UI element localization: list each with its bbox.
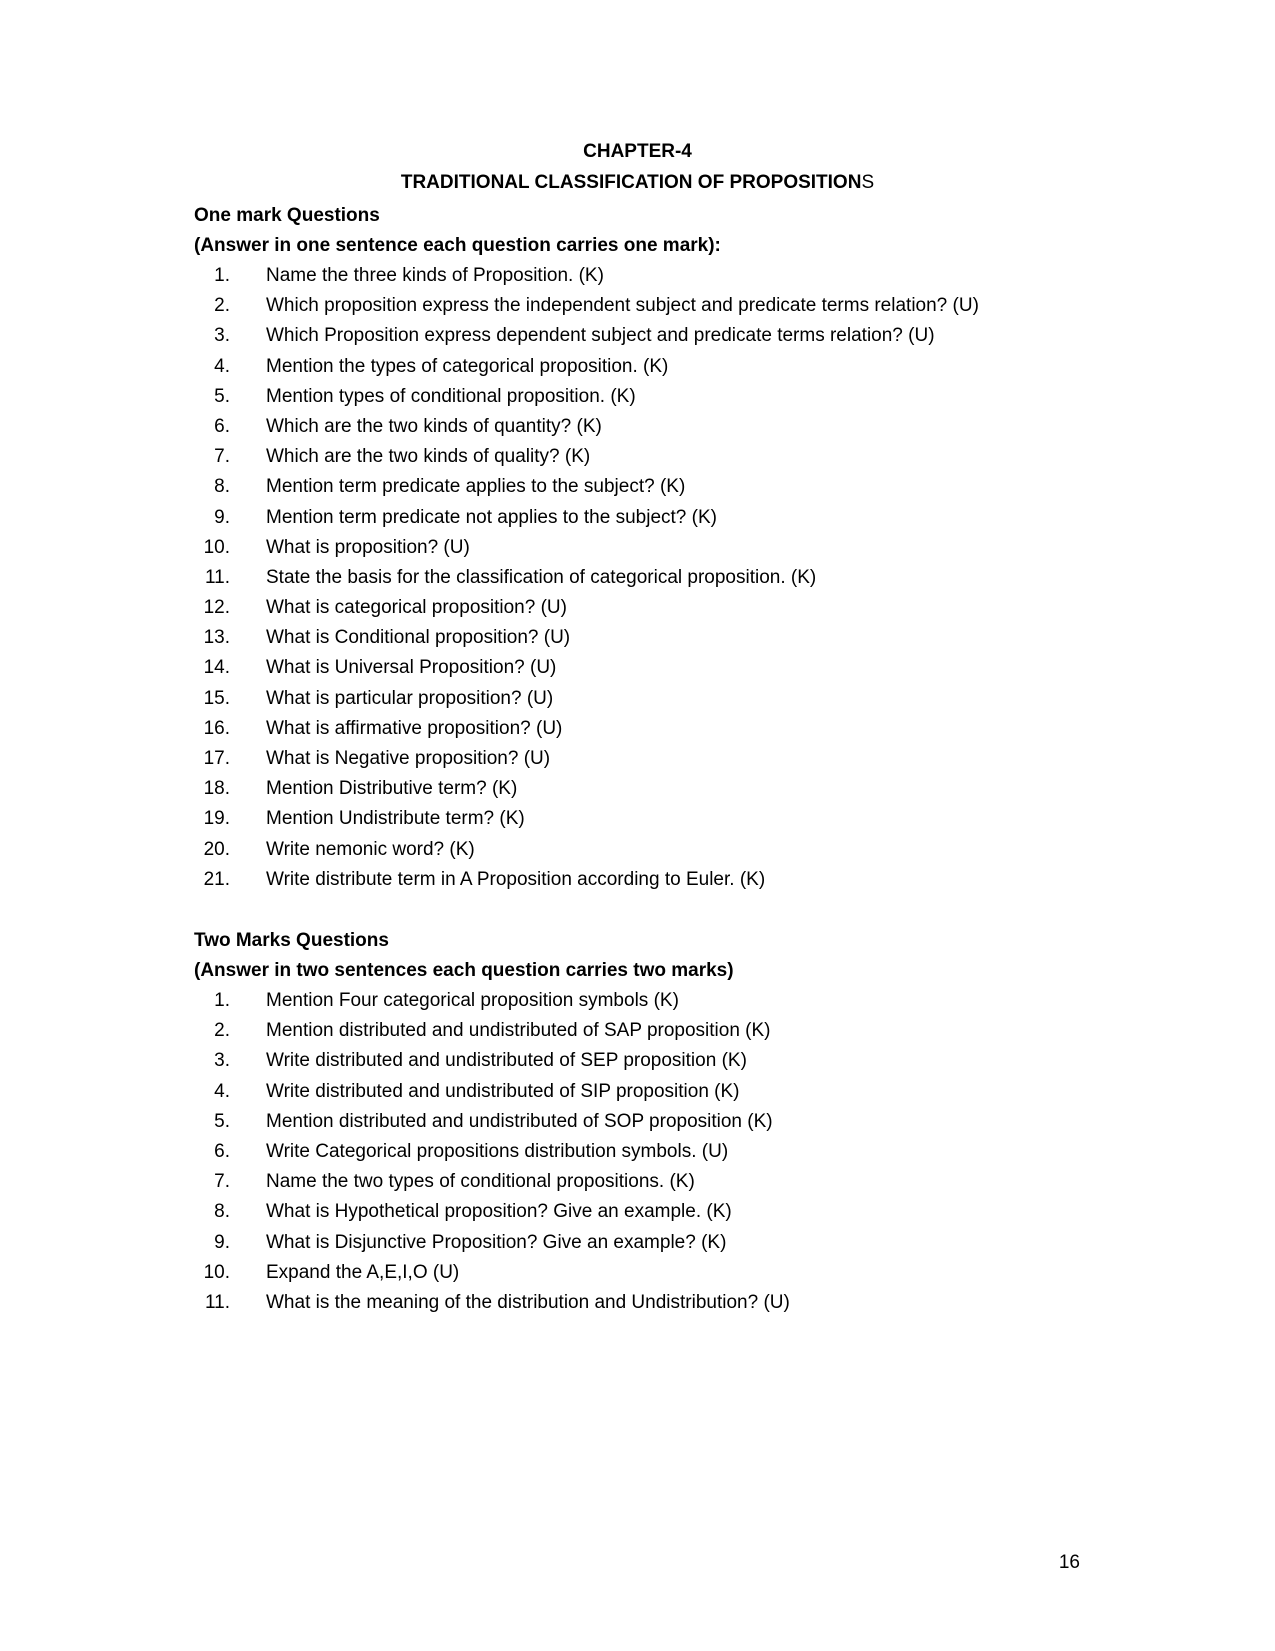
question-text: What is Negative proposition? (U) <box>266 748 551 769</box>
question-number: 3. <box>214 325 230 347</box>
question-item <box>194 623 1094 653</box>
question-number: 2. <box>214 1020 230 1042</box>
question-number: 16. <box>203 717 230 739</box>
question-text: What is Disjunctive Proposition? Give an example? (K) <box>266 1231 727 1253</box>
question-text: Mention types of conditional proposition. (K) <box>266 385 636 407</box>
question-number: 13. <box>203 627 230 649</box>
question-text: Write distributed and undistributed of SIP proposition (K) <box>266 1080 740 1102</box>
question-text: Write Categorical propositions distribution symbols. (U) <box>266 1140 729 1162</box>
question-text: What is Universal Proposition? (U) <box>266 657 557 679</box>
question-text: Which proposition express the independent subject and predicate terms relation? (U) <box>266 295 979 317</box>
question-text: Mention distributed and undistributed of SOP proposition (K) <box>266 1110 773 1132</box>
question-item <box>194 291 1094 321</box>
question-text: Mention the types of categorical proposition. (K) <box>266 355 669 377</box>
chapter-title <box>0 172 1275 194</box>
question-number: 4. <box>214 355 230 377</box>
two-marks-instruction: (Answer in two sentences each question carries two marks) <box>194 960 734 981</box>
question-item <box>194 774 1094 804</box>
question-item <box>194 593 1094 623</box>
question-number: 9. <box>214 506 230 528</box>
question-number: 4. <box>214 1080 230 1102</box>
question-item <box>194 1228 1094 1258</box>
question-item <box>194 352 1094 382</box>
question-item <box>194 1197 1094 1227</box>
question-text: Write nemonic word? (K) <box>266 838 475 860</box>
question-item <box>194 1258 1094 1288</box>
question-item <box>194 321 1094 351</box>
question-number: 3. <box>214 1050 230 1072</box>
question-number: 6. <box>214 1140 230 1162</box>
question-number: 2. <box>214 295 230 317</box>
question-text: Name the three kinds of Proposition. (K) <box>266 265 604 286</box>
question-number: 10. <box>203 1261 230 1283</box>
one-mark-question-list <box>194 261 1094 895</box>
question-number: 20. <box>203 838 230 860</box>
question-item <box>194 714 1094 744</box>
question-number: 15. <box>203 687 230 709</box>
chapter-title-main: TRADITIONAL CLASSIFICATION OF PROPOSITION <box>400 172 862 193</box>
one-mark-heading: One mark Questions <box>194 205 380 226</box>
question-item <box>194 472 1094 502</box>
question-text: State the basis for the classification of categorical proposition. (K) <box>266 566 817 588</box>
question-item <box>194 1137 1094 1167</box>
question-text: What is categorical proposition? (U) <box>266 597 567 619</box>
question-number: 7. <box>214 446 230 468</box>
question-text: Mention term predicate applies to the subject? (K) <box>266 476 686 498</box>
two-marks-heading: Two Marks Questions <box>194 930 389 951</box>
question-item <box>194 1288 1094 1318</box>
question-text: What is affirmative proposition? (U) <box>266 717 563 739</box>
question-number: 10. <box>203 536 230 558</box>
question-item <box>194 503 1094 533</box>
chapter-title-tail: S <box>861 172 875 193</box>
question-text: What is proposition? (U) <box>266 536 470 558</box>
question-number: 1. <box>214 990 230 1011</box>
question-text: Which are the two kinds of quantity? (K) <box>266 415 602 437</box>
question-number: 7. <box>214 1171 230 1193</box>
question-number: 8. <box>214 476 230 498</box>
question-number: 12. <box>203 597 230 619</box>
question-item <box>194 1107 1094 1137</box>
question-text: Mention Distributive term? (K) <box>266 778 518 800</box>
question-text: What is Conditional proposition? (U) <box>266 627 571 649</box>
one-mark-instruction: (Answer in one sentence each question carries one mark): <box>194 235 721 256</box>
question-number: 5. <box>214 1110 230 1132</box>
question-text: Name the two types of conditional propositions. (K) <box>266 1171 695 1193</box>
question-text: Expand the A,E,I,O (U) <box>266 1261 460 1283</box>
question-item <box>194 1167 1094 1197</box>
question-text: Mention term predicate not applies to the subject? (K) <box>266 506 717 528</box>
question-text: Mention Four categorical proposition symbols (K) <box>266 990 679 1011</box>
question-item <box>194 835 1094 865</box>
question-number: 11. <box>204 566 230 588</box>
question-number: 6. <box>214 415 230 437</box>
two-marks-question-list <box>194 986 1094 1318</box>
question-item <box>194 865 1094 895</box>
question-item <box>194 412 1094 442</box>
question-number: 5. <box>214 385 230 407</box>
page-number: 16 <box>1058 1552 1080 1573</box>
question-number: 9. <box>214 1231 230 1253</box>
chapter-number: CHAPTER-4 <box>583 141 692 162</box>
question-text: Mention Undistribute term? (K) <box>266 808 525 830</box>
one-mark-section <box>194 201 1094 895</box>
question-number: 11. <box>204 1291 230 1313</box>
question-item <box>194 382 1094 412</box>
question-number: 8. <box>214 1201 230 1223</box>
question-item <box>194 1046 1094 1076</box>
question-item <box>194 1016 1094 1046</box>
question-item <box>194 986 1094 1016</box>
question-item <box>194 684 1094 714</box>
question-text: What is Hypothetical proposition? Give an example. (K) <box>266 1201 732 1223</box>
question-item <box>194 261 1094 291</box>
question-number: 19. <box>203 808 230 830</box>
question-number: 1. <box>214 265 230 286</box>
question-number: 14. <box>203 657 230 679</box>
question-item <box>194 653 1094 683</box>
question-item <box>194 533 1094 563</box>
question-text: Write distributed and undistributed of SEP proposition (K) <box>266 1050 747 1072</box>
question-text: Write distribute term in A Proposition according to Euler. (K) <box>266 868 766 890</box>
question-item <box>194 1077 1094 1107</box>
question-item <box>194 563 1094 593</box>
question-text: Mention distributed and undistributed of SAP proposition (K) <box>266 1020 771 1042</box>
question-item <box>194 442 1094 472</box>
question-number: 17. <box>203 748 230 769</box>
question-number: 18. <box>203 778 230 800</box>
question-text: Which are the two kinds of quality? (K) <box>266 446 591 468</box>
question-text: What is particular proposition? (U) <box>266 687 554 709</box>
question-item <box>194 804 1094 834</box>
question-item <box>194 744 1094 774</box>
question-number: 21. <box>203 868 230 890</box>
question-text: What is the meaning of the distribution and Undistribution? (U) <box>266 1291 790 1313</box>
two-marks-section <box>194 926 1094 1318</box>
question-text: Which Proposition express dependent subject and predicate terms relation? (U) <box>266 325 935 347</box>
